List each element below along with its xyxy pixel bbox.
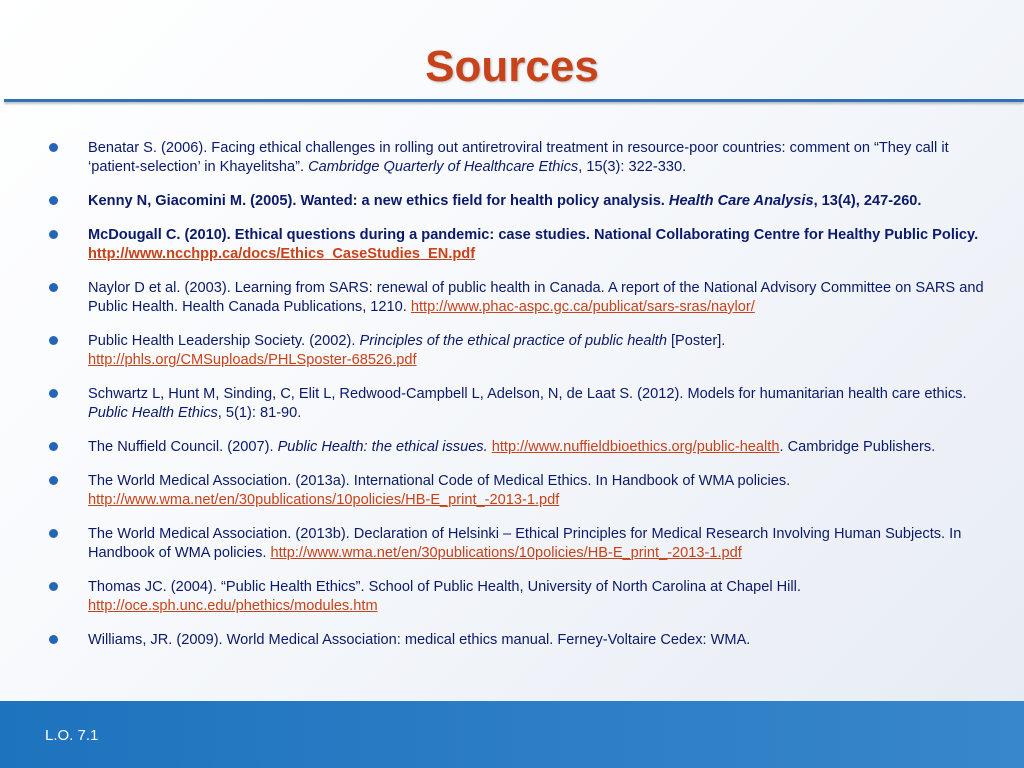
footer-label: L.O. 7.1 (45, 727, 99, 744)
reference-text: The Nuffield Council. (2007). (88, 439, 278, 455)
bullet-dot-icon (49, 582, 58, 591)
reference-link[interactable]: http://oce.sph.unc.edu/phethics/modules.htm (88, 598, 378, 614)
bullet-dot-icon (49, 230, 58, 239)
bullet-dot-icon (49, 529, 58, 538)
bullet-dot-icon (49, 196, 58, 205)
reference-text: The World Medical Association. (2013b). Declaration of Helsinki – Ethical Principles for Medical Research Involving Human Subjects. In Handbook of WMA policies. (88, 526, 962, 561)
reference-item (44, 192, 984, 211)
reference-text: , 5(1): 81-90. (217, 405, 302, 421)
reference-text: Public Health: the ethical issues. (277, 439, 488, 455)
reference-link[interactable]: http://www.phac-aspc.gc.ca/publicat/sars-sras/naylor/ (410, 299, 755, 315)
reference-link[interactable]: http://www.wma.net/en/30publications/10policies/HB-E_print_-2013-1.pdf (270, 545, 742, 561)
bullet-dot-icon (49, 143, 58, 152)
reference-text: [Poster]. (666, 333, 726, 349)
reference-text: Health Care Analysis (668, 193, 814, 209)
reference-link[interactable]: http://www.ncchpp.ca/docs/Ethics_CaseStudies_EN.pdf (88, 246, 476, 262)
reference-text: Cambridge Quarterly of Healthcare Ethics (308, 159, 579, 175)
bullet-dot-icon (49, 283, 58, 292)
reference-text: Benatar S. (2006). Facing ethical challenges in rolling out antiretroviral treatment in resource-poor countries: comment on “They call it ‘patient-selection’ in Khayelitsha”. (88, 140, 949, 175)
reference-text: McDougall C. (2010). Ethical questions during a pandemic: case studies. National Collaborating Centre for Healthy Public Policy. (88, 227, 979, 243)
reference-text: Principles of the ethical practice of public health (359, 333, 667, 349)
reference-item (44, 139, 984, 177)
reference-text: Public Health Ethics (88, 405, 218, 421)
reference-item (44, 226, 984, 264)
reference-item (44, 631, 984, 650)
reference-text: The World Medical Association. (2013a). International Code of Medical Ethics. In Handbook of WMA policies. (88, 473, 791, 489)
reference-text: , 15(3): 322-330. (578, 159, 687, 175)
reference-text: Thomas JC. (2004). “Public Health Ethics”. School of Public Health, University of North Carolina at Chapel Hill. (88, 579, 801, 595)
reference-text: Williams, JR. (2009). World Medical Association: medical ethics manual. Ferney-Voltaire Cedex: WMA. (88, 632, 751, 648)
reference-text: Naylor D et al. (2003). Learning from SARS: renewal of public health in Canada. A report of the National Advisory Committee on SARS and Public Health. Health Canada Publications, 1210. (88, 280, 984, 315)
bullet-dot-icon (49, 476, 58, 485)
reference-item (44, 472, 984, 510)
bullet-dot-icon (49, 442, 58, 451)
reference-item (44, 332, 984, 370)
reference-item (44, 578, 984, 616)
reference-item (44, 385, 984, 423)
reference-link[interactable]: http://phls.org/CMSuploads/PHLSposter-68526.pdf (88, 352, 417, 368)
reference-link[interactable]: http://www.nuffieldbioethics.org/public-health (491, 439, 780, 455)
reference-item (44, 438, 984, 457)
reference-text: Public Health Leadership Society. (2002). (88, 333, 360, 349)
reference-text: Schwartz L, Hunt M, Sinding, C, Elit L, Redwood-Campbell L, Adelson, N, de Laat S. (2012). Models for humanitarian health care ethics. (88, 386, 967, 402)
reference-text: Kenny N, Giacomini M. (2005). Wanted: a new ethics field for health policy analysis. (88, 193, 669, 209)
references-list (44, 139, 984, 665)
footer-bar (0, 701, 1024, 768)
title-divider (4, 99, 1024, 102)
bullet-dot-icon (49, 635, 58, 644)
slide-title: Sources (425, 42, 599, 91)
reference-item (44, 279, 984, 317)
reference-item (44, 525, 984, 563)
bullet-dot-icon (49, 336, 58, 345)
reference-text: , 13(4), 247-260. (813, 193, 922, 209)
reference-link[interactable]: http://www.wma.net/en/30publications/10policies/HB-E_print_-2013-1.pdf (88, 492, 560, 508)
reference-text: . Cambridge Publishers. (779, 439, 936, 455)
bullet-dot-icon (49, 389, 58, 398)
